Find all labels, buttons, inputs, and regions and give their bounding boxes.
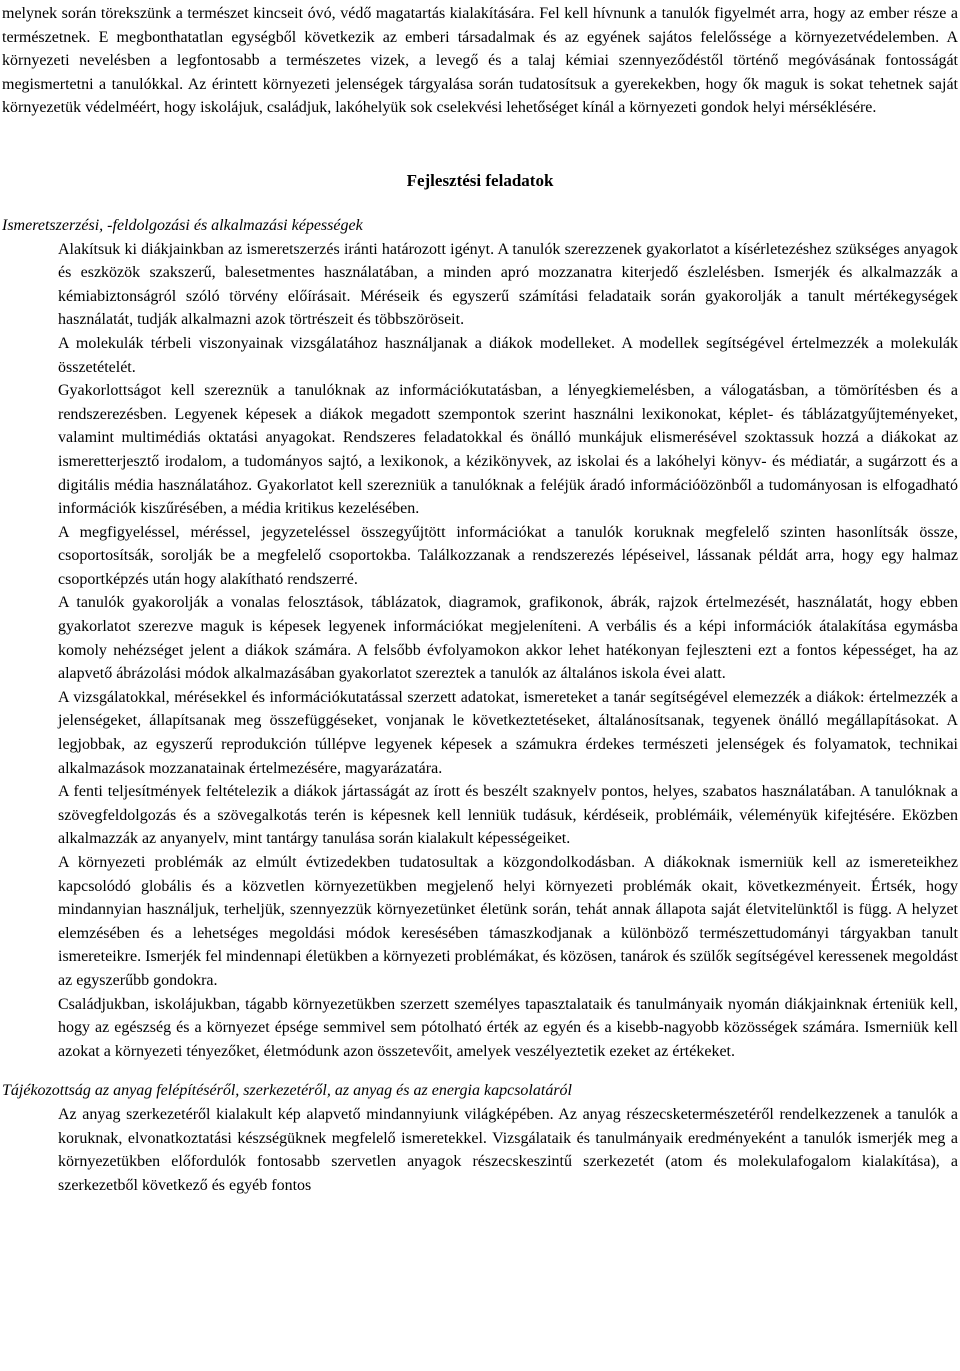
body-paragraph: Alakítsuk ki diákjainkban az ismeretszerzés iránti határozott igényt. A tanulók szerezzenek gyakorlatot a kísérletezéshez szükséges anyagok és eszközök szakszerű, balesetmentes használatában, a minden apró mozzanatra kiterjedő észlelésben. Ismerjék és alkalmazzák a kémiabiztonságról szóló törvény előírásait. Méréseik és egyszerű számítási feladataik során gyakorolják a tanult mértékegységek használatát, tudják alkalmazni azok törtrészeit és többszöröseit.	[58, 240, 958, 329]
body-paragraph: A megfigyeléssel, méréssel, jegyzeteléssel összegyűjtött információkat a tanulók koruknak megfelelő szinten hasonlítsák össze, csoportosítsák, sorolják be a megfelelő csoportokba. Találkozzanak a rendszerezés lépéseivel, lássanak példát arra, hogy egy halmaz csoportképzés után hogy alakítható rendszerré.	[58, 523, 958, 588]
subheading-skills: Ismeretszerzési, -feldolgozási és alkalmazási képességek	[2, 216, 363, 234]
body-paragraph: A molekulák térbeli viszonyainak vizsgálatához használjanak a diákok modelleket. A modellek segítségével értelmezzék a molekulák összetételét.	[58, 334, 958, 376]
body-paragraph: A tanulók gyakorolják a vonalas felosztások, táblázatok, diagramok, grafikonok, ábrák, rajzok értelmezését, használatát, hogy ebben gyakorlatot szerezve maguk is képesek legyenek információkat megjeleníteni. A verbális és a képi információk átalakítása egymásba komoly nehézséget jelent a diákok számára. A felsőbb évfolyamokon akkor lehet hatékonyan fejleszteni ezt a fontos képességet, ha az alapvető ábrázolási módok alkalmazásában gyakorlatot szereztek a tanulók az általános iskola évei alatt.	[58, 594, 958, 683]
body-paragraph: Az anyag szerkezetéről kialakult kép alapvető mindannyiunk világképében. Az anyag részecsketermészetéről rendelkezzenek a tanulók a koruknak, elvonatkoztatási készségüknek megfelelő ismeretekkel. Vizsgálataik és tanulmányaik eredményeként a tanulók ismerjék meg a környezetükben előfordulók fontosabb szervetlen anyagok részecskeszintű szerkezetét (atom és molekulafogalom kialakítása), a szerkezetből következő és egyéb fontos	[58, 1105, 958, 1194]
matter-section-body	[2, 1103, 958, 1197]
body-paragraph: Gyakorlottságot kell szereznük a tanulóknak az információkutatásban, a lényegkiemelésben, a válogatásban, a tömörítésben és a rendszerezésben. Legyenek képesek a diákok megadott szempontok szerint használni lexikonokat, képlet- és táblázatgyűjteményeket, valamint multimédiás oktatási anyagokat. Rendszeres feladatokkal és önálló munkájuk elismerésével szoktassuk hozzá a diákokat az ismeretterjesztő irodalom, a tudományos sajtó, a lexikonok, a kézikönyvek, az iskolai és a lakóhelyi könyv- és médiatár, a sugárzott és a digitális média használatához. Gyakorlatot kell szerezniük a tanulóknak a feléjük áradó információözönből a tudományosan is elfogadható információk kiszűrésében, a média kritikus kezelésében.	[58, 382, 958, 518]
body-paragraph: A fenti teljesítmények feltételezik a diákok jártasságát az írott és beszélt szaknyelv pontos, helyes, szabatos használatában. A tanulóknak a szövegfeldolgozás és a szövegalkotás terén is képesnek kell lenniük tudásuk, kérdéseik, problémáik, véleményük kifejtésére. Eközben alkalmazzák az anyanyelv, mint tantárgy tanulása során kialakult képességeiket.	[58, 783, 958, 848]
body-paragraph: Családjukban, iskolájukban, tágabb környezetükben szerzett személyes tapasztalataik és tanulmányaik nyomán diákjainknak érteniük kell, hogy az egészség és a környezet épsége semmivel sem pótolható érték az egyén és a kisebb-nagyobb közösségek számára. Ismerniük kell azokat a környezeti tényezőket, életmódunk azon összetevőit, amelyek veszélyeztetik ezeket az értékeket.	[58, 995, 958, 1060]
body-paragraph: A vizsgálatokkal, mérésekkel és információkutatással szerzett adatokat, ismereteket a tanár segítségével elemezzék a diákok: értelmezzék a jelenségeket, állapítsanak meg összefüggéseket, vonjanak le következtetéseket, általánosítsanak, tegyenek önálló megállapításokat. A legjobbak, az egyszerű reprodukción túllépve legyenek képesek a számukra érdekes természeti jelenségek és folyamatok, technikai alkalmazások mozzanatainak értelmezésére, magyarázatára.	[58, 688, 958, 777]
skills-section-body	[2, 238, 958, 1064]
body-paragraph: A környezeti problémák az elmúlt évtizedekben tudatosultak a közgondolkodásban. A diákoknak ismerniük kell az ismereteikhez kapcsolódó globális és a közvetlen környezetükben megjelenő helyi környezeti problémák okait, következményeit. Értsék, hogy mindannyian használjuk, terheljük, szennyezzük környezetünket életünk során, tehát annak állapota saját életvitelünktől is függ. A helyzet elemzésében és a lehetséges megoldási módok keresésében támaszkodjanak a különböző természettudományi tárgyakban tanult ismereteikre. Ismerjék fel mindennapi életükben a környezeti problémákat, és közösen, tanárok és szülők segítségével keressenek megoldást az egyszerűbb gondokra.	[58, 854, 958, 989]
subheading-matter-structure: Tájékozottság az anyag felépítéséről, szerkezetéről, az anyag és az energia kapcsolatáról	[2, 1082, 572, 1100]
intro-paragraph: melynek során törekszünk a természet kincseit óvó, védő magatartás kialakítására. Fel kell hívnunk a tanulók figyelmét arra, hogy az ember része a természetnek. E megbonthatatlan egységből következik az emberi társadalmak és az egyének sajátos felelőssége a környezetvédelemben. A környezeti nevelésben a legfontosabb a természetes vizek, a levegő és a talaj kémiai szennyeződéstől történő megóvásának fontosságát megismertetni a tanulókkal. Az érintett környezeti jelenségek tárgyalása során tudatosítsuk a gyerekekben, hogy ők maguk is sokat tehetnek saját környezetük védelméért, hogy iskolájuk, családjuk, lakóhelyük sok cselekvési lehetőséget kínál a környezeti gondok helyi mérséklésére.	[2, 5, 958, 117]
section-title: Fejlesztési feladatok	[406, 170, 554, 190]
